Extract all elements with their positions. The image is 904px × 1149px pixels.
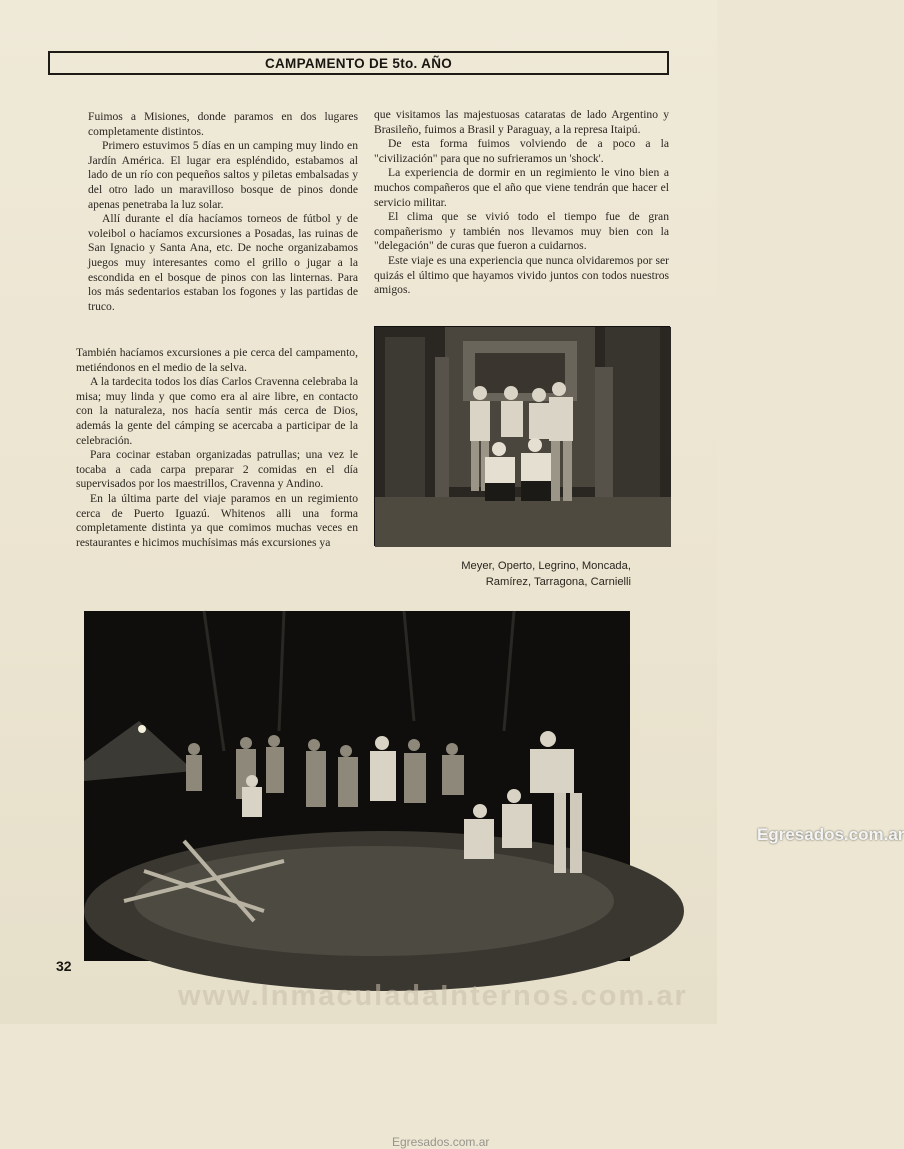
section-header [48,51,669,75]
paragraph: Fuimos a Misiones, donde paramos en dos lugares completamente distintos. [88,110,358,138]
article-column-right [374,108,669,298]
caption-line: Ramírez, Tarragona, Carnielli [485,576,631,588]
paragraph: que visitamos las majestuosas cataratas de lado Argentino y Brasileño, fuimos a Brasil y Paraguay, a la represa Itaipú. [374,108,669,136]
article-column-left-top [88,110,358,314]
paragraph: El clima que se vivió todo el tiempo fue de gran compañerismo y también nos llevamos muy bien con la "delegación" de curas que fueron a cuidarnos. [374,210,669,253]
paragraph: Primero estuvimos 5 días en un camping muy lindo en Jardín América. El lugar era espléndido, estabamos al lado de un río con pequeños saltos y piletas embalsadas y del otro lado un maravilloso bosque de pinos donde apenas penetraba la luz solar. [88,139,358,211]
photo-caption [391,558,631,590]
page-number: 32 [56,958,72,974]
paragraph: De esta forma fuimos volviendo de a poco a la "civilización" para que no sufrieramos un 'shock'. [374,137,669,165]
footer-watermark: www.InmaculadaInternos.com.ar [178,980,688,1012]
paragraph: La experiencia de dormir en un regimiento le vino bien a muchos compañeros que el año que viene tendrán que hacer el servicio militar. [374,166,669,209]
page-title: CAMPAMENTO DE 5to. AÑO [264,55,453,71]
paragraph: Para cocinar estaban organizadas patrullas; una vez le tocaba a cada carpa preparar 2 comidas en el día supervisados por los maestrillos, Cravenna y Andino. [76,448,358,491]
campfire-photo-illustration [84,611,630,961]
watermark: Egresados.com.ar [392,1135,490,1149]
paragraph: Este viaje es una experiencia que nunca olvidaremos por ser quizás el último que hayamos vivido juntos con todos nuestros amigos. [374,253,669,297]
paragraph: Allí durante el día hacíamos torneos de fútbol y de voleibol o hacíamos excursiones a Posadas, las ruinas de San Ignacio y Santa Ana, etc. De noche organizabamos juegos muy interesantes como el grillo o jugar a la escondida en el bosque de pinos con las linternas. Para los más sedentarios estaban los fogones y las partidas de truco. [88,212,358,313]
watermark: Egresados.com.ar [757,825,904,844]
paragraph: También hacíamos excursiones a pie cerca del campamento, metiéndonos en el medio de la selva. [76,346,358,374]
group-photo-illustration [375,327,671,547]
paragraph: En la última parte del viaje paramos en un regimiento cerca de Puerto Iguazú. Whitenos alli una forma completamente distinta ya que comimos muchas veces en restaurantes e hicimos muchísimas más excursiones ya [76,491,358,549]
paragraph: A la tardecita todos los días Carlos Cravenna celebraba la misa; muy linda y que como era al aire libre, en contacto con la naturaleza, nos hacía sentir más cerca de Dios, además la gente del cámping se acercaba a participar de la celebración. [76,375,358,447]
article-column-left-bottom [76,346,358,550]
caption-line: Meyer, Operto, Legrino, Moncada, [461,560,631,572]
